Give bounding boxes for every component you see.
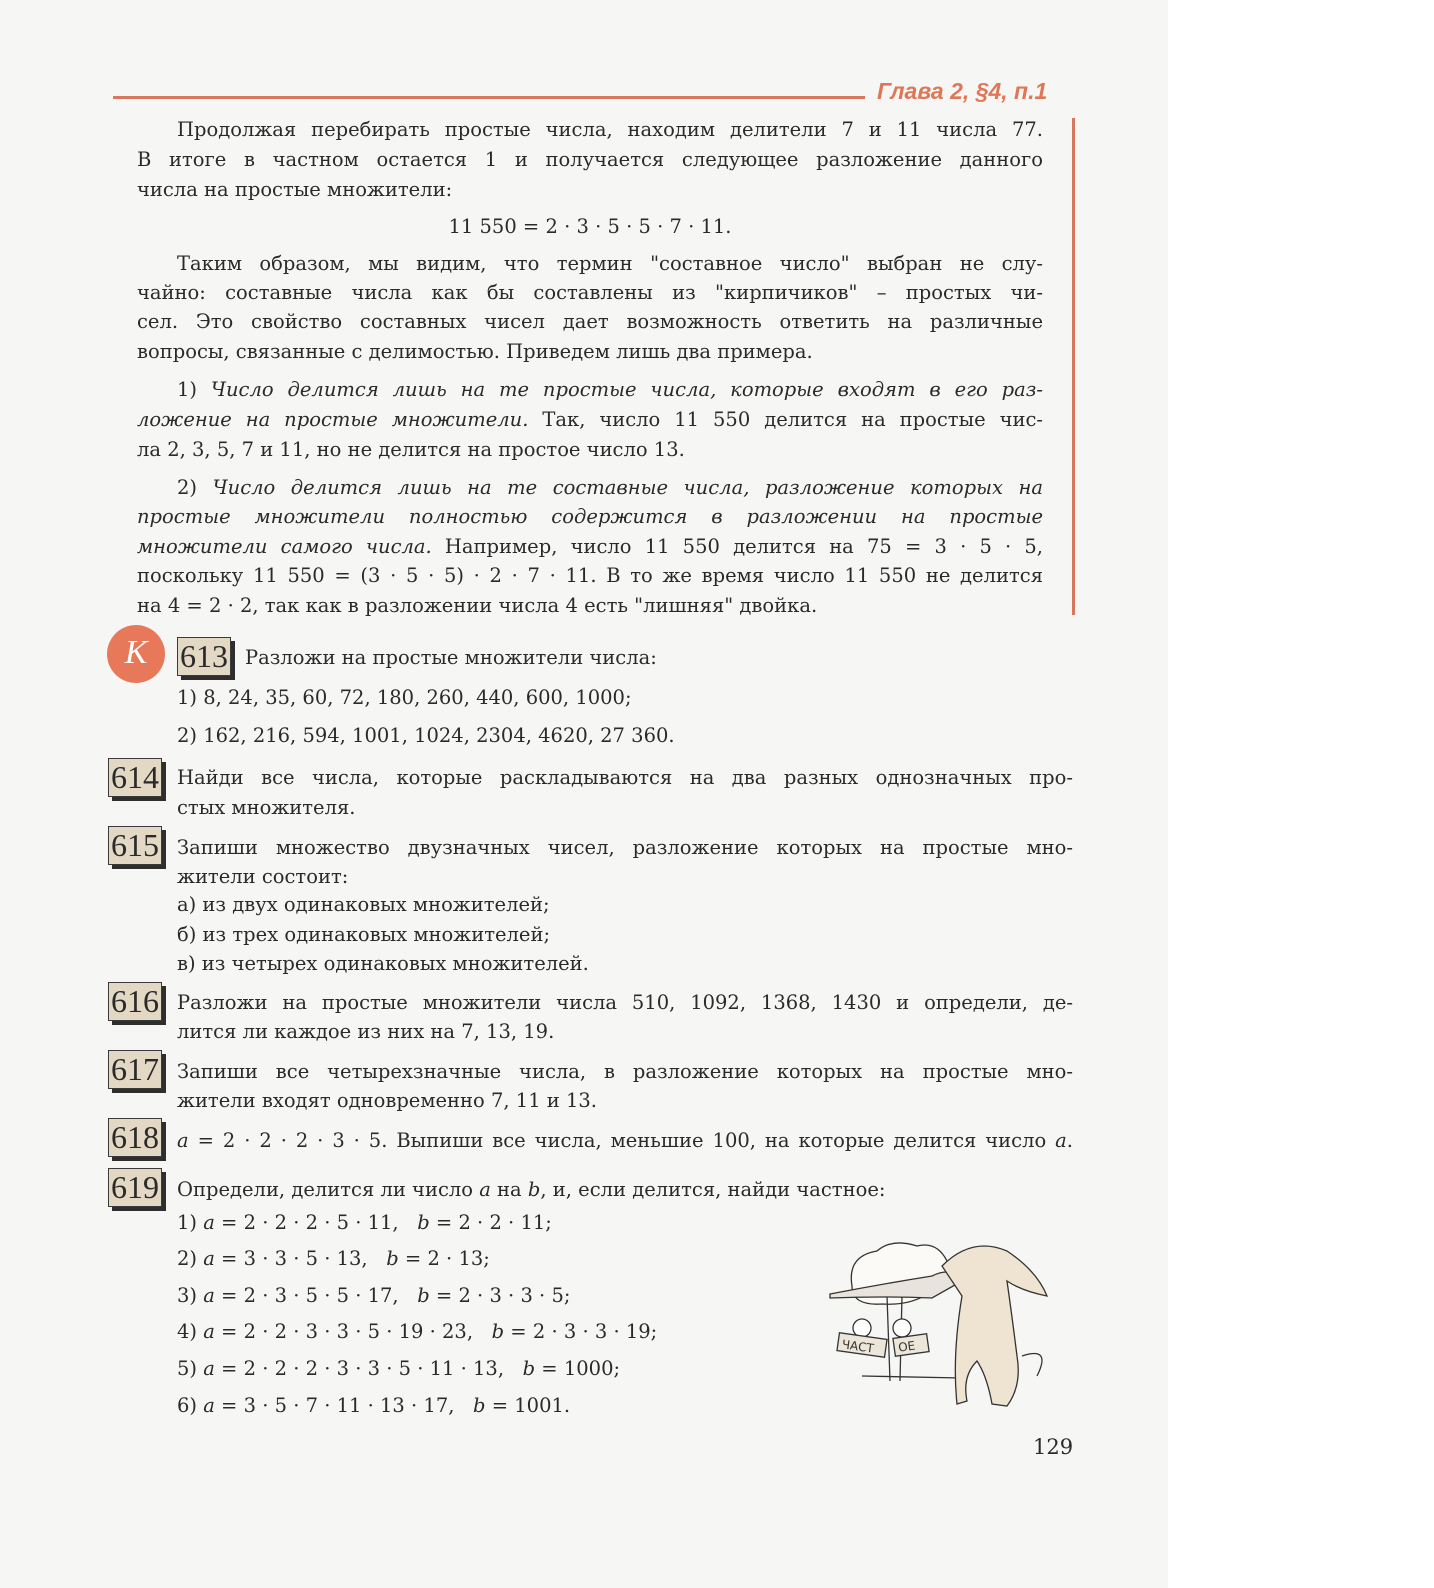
text-line: вопросы, связанные с делимостью. Приведем лишь два примера. xyxy=(137,340,813,363)
italic-text: b xyxy=(473,1394,486,1417)
italic-text: a xyxy=(203,1394,215,1417)
exercise-text: в) из четырех одинаковых множителей. xyxy=(177,952,589,975)
italic-text: a xyxy=(479,1178,491,1201)
exercise-text: Запиши множество двузначных чисел, разложение которых на простые мно- xyxy=(177,836,1073,859)
exercise-text: жители входят одновременно 7, 11 и 13. xyxy=(177,1089,598,1112)
exercise-number-615: 615 xyxy=(108,826,162,865)
text-segment: 2) xyxy=(177,1247,204,1270)
text-segment: = 1001. xyxy=(485,1394,571,1417)
text-segment: = 3 · 5 · 7 · 11 · 13 · 17, xyxy=(214,1394,474,1417)
formula: 11 550 = 2 · 3 · 5 · 5 · 7 · 11. xyxy=(448,215,732,238)
exercise-number-613: 613 xyxy=(177,637,231,676)
text-segment: = 2 · 3 · 3 · 5; xyxy=(429,1284,571,1307)
theory-side-bar xyxy=(1072,118,1075,615)
exercise-text: стых множителя. xyxy=(177,796,356,819)
italic-text: a xyxy=(203,1357,215,1380)
exercise-item xyxy=(177,1209,1073,1237)
text-line: Таким образом, мы видим, что термин "составное число" выбран не слу- xyxy=(177,252,1043,275)
text-line: Продолжая перебирать простые числа, находим делители 7 и 11 числа 77. xyxy=(177,118,1043,141)
text-segment: 4) xyxy=(177,1320,204,1343)
text-line: В итоге в частном остается 1 и получается следующее разложение данного xyxy=(137,148,1043,171)
italic-text: a xyxy=(203,1211,215,1234)
text-segment: 2) xyxy=(177,476,213,499)
text-segment: 1) xyxy=(177,1211,204,1234)
italic-text: a xyxy=(177,1129,189,1152)
text-segment: 1) xyxy=(177,378,211,401)
italic-text: a xyxy=(203,1284,215,1307)
rule-line xyxy=(137,436,1043,464)
exercise-number-617: 617 xyxy=(108,1050,162,1089)
rule-line xyxy=(177,474,1043,502)
exercise-text: а) из двух одинаковых множителей; xyxy=(177,893,550,916)
italic-text: b xyxy=(417,1211,430,1234)
sign-right: ОЕ xyxy=(897,1338,917,1355)
text-segment: 5) xyxy=(177,1357,204,1380)
k-badge-icon: К xyxy=(107,625,165,683)
text-segment: 6) xyxy=(177,1394,204,1417)
exercise-text xyxy=(177,1176,1073,1204)
rule-line xyxy=(137,592,1043,620)
exercise-number-616: 616 xyxy=(108,982,162,1021)
text-segment: . xyxy=(1066,1129,1073,1152)
exercise-text: 2) 162, 216, 594, 1001, 1024, 2304, 4620, 27 360. xyxy=(177,724,675,747)
italic-text: b xyxy=(522,1357,536,1380)
italic-text: a xyxy=(203,1320,215,1343)
italic-text: Число делится лишь на те простые числа, которые входят в его раз- xyxy=(210,378,1043,401)
text-segment: Например, число 11 550 делится на 75 = 3 · 5 · 5, xyxy=(431,535,1044,558)
rule-line xyxy=(177,376,1043,404)
italic-text: b xyxy=(417,1284,430,1307)
page-number: 129 xyxy=(1033,1435,1074,1459)
italic-text: a xyxy=(1055,1129,1067,1152)
sign-left: ЧАСТ xyxy=(840,1337,875,1356)
exercise-text: жители состоит: xyxy=(177,865,349,888)
exercise-number-614: 614 xyxy=(108,758,162,797)
text-segment: , и, если делится, найди частное: xyxy=(540,1178,886,1201)
text-segment: Так, число 11 550 делится на простые чис- xyxy=(528,408,1043,431)
text-segment: на 4 = 2 · 2, так как в разложении числа 4 есть "лишняя" двойка. xyxy=(137,594,818,617)
italic-text: a xyxy=(203,1247,215,1270)
exercise-text: 1) 8, 24, 35, 60, 72, 180, 260, 440, 600, 1000; xyxy=(177,686,632,709)
text-line: чайно: составные числа как бы составлены из "кирпичиков" – простых чи- xyxy=(137,281,1043,304)
rule-line xyxy=(137,533,1043,561)
italic-text: ложение на простые множители. xyxy=(137,408,529,431)
cartoon-illustration xyxy=(822,1236,1062,1416)
exercise-text: лится ли каждое из них на 7, 13, 19. xyxy=(177,1020,555,1043)
italic-text: b xyxy=(527,1178,541,1201)
exercise-text: Разложи на простые множители числа: xyxy=(245,646,657,669)
text-segment: = 2 · 13; xyxy=(398,1247,490,1270)
italic-text: множители самого числа. xyxy=(137,535,432,558)
italic-text: Число делится лишь на те составные числа, разложение которых на xyxy=(212,476,1044,499)
text-segment: = 2 · 2 · 3 · 3 · 5 · 19 · 23, xyxy=(214,1320,492,1343)
text-line: числа на простые множители: xyxy=(137,178,453,201)
text-segment: ла 2, 3, 5, 7 и 11, но не делится на простое число 13. xyxy=(137,438,685,461)
text-segment: = 2 · 2 · 2 · 3 · 3 · 5 · 11 · 13, xyxy=(214,1357,523,1380)
text-segment: = 1000; xyxy=(535,1357,621,1380)
rule-line xyxy=(137,562,1043,590)
text-segment: = 2 · 3 · 3 · 19; xyxy=(504,1320,658,1343)
text-segment: = 3 · 3 · 5 · 13, xyxy=(214,1247,387,1270)
text-segment: на xyxy=(490,1178,528,1201)
rule-line xyxy=(137,503,1043,531)
exercise-number-619: 619 xyxy=(108,1168,162,1207)
text-segment: поскольку 11 550 = (3 · 5 · 5) · 2 · 7 · 11. В то же время число 11 550 не делится xyxy=(137,564,1043,587)
italic-text: b xyxy=(491,1320,505,1343)
exercise-text: Разложи на простые множители числа 510, 1092, 1368, 1430 и определи, де- xyxy=(177,991,1073,1014)
italic-text: простые множители полностью содержится в разложении на простые xyxy=(137,505,1043,528)
text-segment: 3) xyxy=(177,1284,204,1307)
exercise-text: Запиши все четырехзначные числа, в разложение которых на простые мно- xyxy=(177,1060,1073,1083)
text-segment: = 2 · 2 · 2 · 5 · 11, xyxy=(214,1211,418,1234)
chapter-header: Глава 2, §4, п.1 xyxy=(877,78,1048,104)
exercise-text: б) из трех одинаковых множителей; xyxy=(177,923,551,946)
header-rule xyxy=(113,96,865,99)
text-segment: = 2 · 2 · 11; xyxy=(429,1211,552,1234)
italic-text: b xyxy=(386,1247,399,1270)
exercise-text: Найди все числа, которые раскладываются на два разных однозначных про- xyxy=(177,766,1073,789)
exercise-text xyxy=(177,1127,1073,1155)
text-segment: = 2 · 3 · 5 · 5 · 17, xyxy=(214,1284,418,1307)
exercise-number-618: 618 xyxy=(108,1118,162,1157)
text-line: сел. Это свойство составных чисел дает возможность ответить на различные xyxy=(137,310,1043,333)
text-segment: Определи, делится ли число xyxy=(177,1178,480,1201)
rule-line xyxy=(137,406,1043,434)
text-segment: = 2 · 2 · 2 · 3 · 5. Выпиши все числа, меньшие 100, на которые делится число xyxy=(188,1129,1056,1152)
